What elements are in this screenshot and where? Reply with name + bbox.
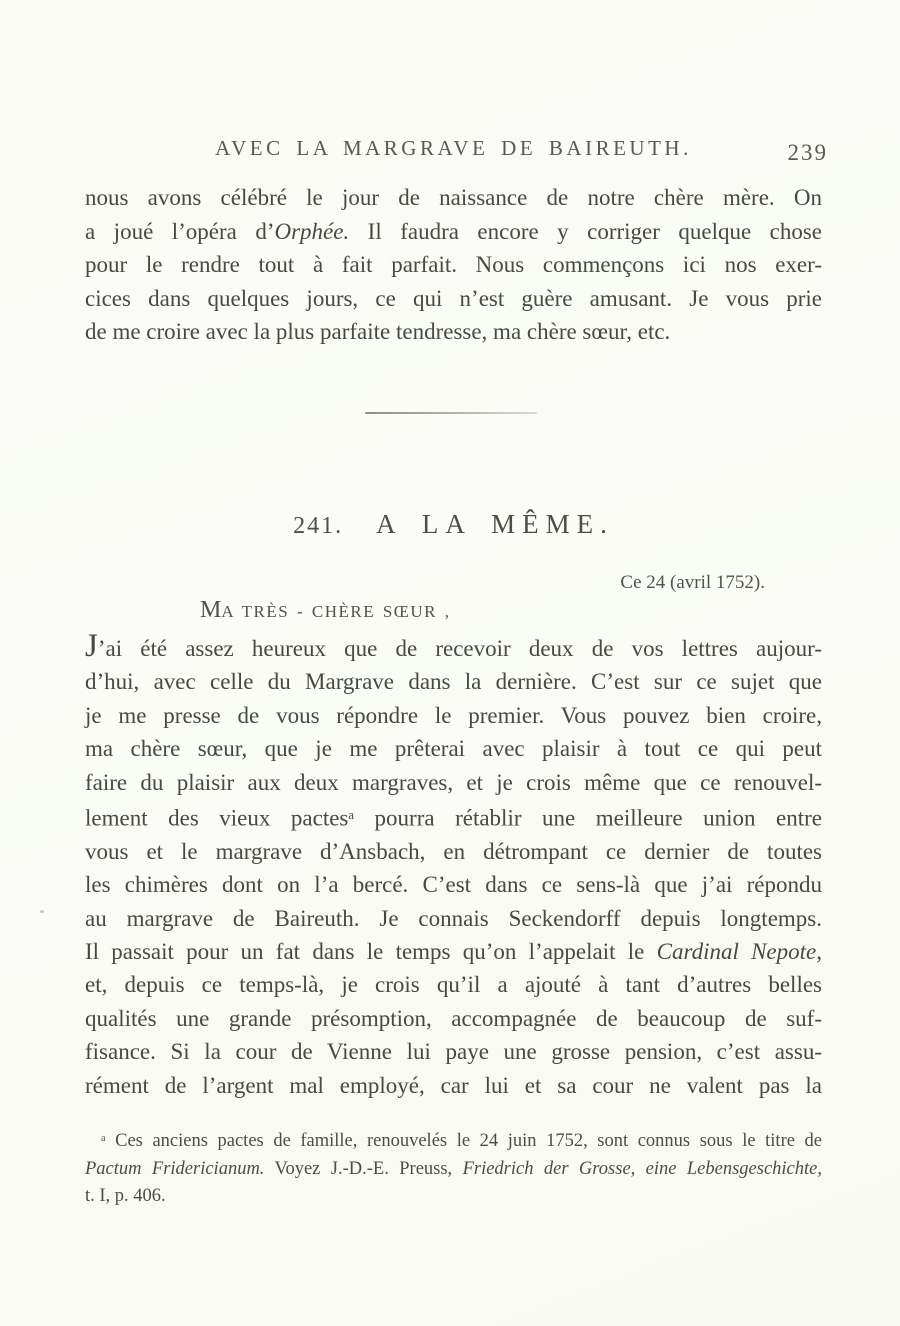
text-run: a joué l’opéra d’ [85,218,275,244]
text-run: pour le rendre tout à fait parfait. Nous commençons ici nos exer- [85,252,822,277]
text-line [85,1069,822,1102]
text-line [85,835,822,868]
text-line [85,1002,822,1035]
text-line [85,868,822,901]
text-line [85,1183,822,1211]
text-line [85,1035,822,1068]
text-run: ’ai été assez heureux que de recevoir deux de vos lettres aujour- [97,636,822,661]
text-run: cices dans quelques jours, ce qui n’est guère amusant. Je vous prie [85,285,822,311]
text-run: Il passait pour un fat dans le temps qu’on l’appelait le [85,938,657,964]
text-run: fisance. Si la cour de Vienne lui paye une grosse pension, c’est assu- [85,1039,822,1065]
letter-number: 241. [293,513,344,539]
text-line [85,1156,822,1184]
text-run: faire du plaisir aux deux margraves, et je crois même que ce renouvel- [85,769,822,795]
continuation-paragraph [85,181,822,349]
text-line [85,732,822,765]
letter-body [85,630,822,1102]
text-run: , [816,938,822,964]
text-line [85,1125,822,1156]
text-run: de me croire avec la plus parfaite tendresse, ma chère sœur, etc. [85,319,671,344]
footnote [85,1125,822,1211]
footnote-marker: a [348,808,355,823]
text-run: d’hui, avec celle du Margrave dans la dernière. C’est sur ce sujet que [85,669,822,695]
text-run: au margrave de Baireuth. Je connais Seckendorff depuis longtemps. [85,905,822,931]
salutation [85,597,822,624]
page-number: 239 [787,140,828,165]
text-line [85,799,822,835]
text-run: qualités une grande présomption, accompagnée de beaucoup de suf- [85,1005,822,1031]
running-header-title: AVEC LA MARGRAVE DE BAIREUTH. [215,136,692,160]
text-run: lement des vieux pactes [85,805,349,831]
text-run: t. I, p. 406. [85,1186,166,1207]
text-line [85,215,822,249]
running-header [85,136,828,170]
italic-text: Friedrich der Grosse, eine Lebensgeschichte, [462,1158,822,1179]
section-divider-rule [365,412,537,414]
text-run: Ces anciens pactes de famille, renouvelés le 24 juin 1752, sont connus sous le titre de [105,1131,822,1152]
text-line [85,699,822,732]
text-line [85,181,822,215]
drop-initial: J [85,628,98,664]
italic-text: Cardinal Nepote [656,938,817,964]
salutation-initial: M [200,597,222,623]
text-line [85,968,822,1001]
salutation-rest: A TRÈS - CHÈRE SŒUR , [221,602,451,621]
text-run: et, depuis ce temps-là, je crois qu’il a ajouté à tant d’autres belles [85,972,822,998]
text-run: nous avons célébré le jour de naissance de notre chère mère. On [85,185,822,210]
dateline: Ce 24 (avril 1752). [620,572,765,593]
text-run: vous et le margrave d’Ansbach, en détrompant ce dernier de toutes [85,838,822,864]
text-run: les chimères dont on l’a bercé. C’est dans ce sens-là que j’ai répondu [85,872,822,898]
text-line [85,902,822,935]
italic-text: Pactum Fridericianum. [85,1158,265,1179]
text-line [85,630,822,665]
text-line [85,935,822,968]
text-run: pourra rétablir une meilleure union entre [354,805,823,831]
section-heading [85,509,822,540]
italic-text: Orphée. [274,218,350,244]
text-line [85,282,822,316]
footnote-marker: a [101,1133,106,1144]
text-line [85,315,822,349]
scan-artifact-dot [40,910,44,913]
text-run: rément de l’argent mal employé, car lui et sa cour ne valent pas la [85,1072,822,1098]
letter-title: A LA MÊME. [376,509,614,539]
text-run: Voyez J.-D.-E. Preuss, [264,1158,463,1179]
text-run: ma chère sœur, que je me prêterai avec plaisir à tout ce qui peut [85,736,822,762]
text-line [85,248,822,282]
text-line [85,766,822,799]
text-line [85,665,822,698]
text-run: je me presse de vous répondre le premier. Vous pouvez bien croire, [85,702,822,728]
text-run: Il faudra encore y corriger quelque chose [349,218,822,244]
